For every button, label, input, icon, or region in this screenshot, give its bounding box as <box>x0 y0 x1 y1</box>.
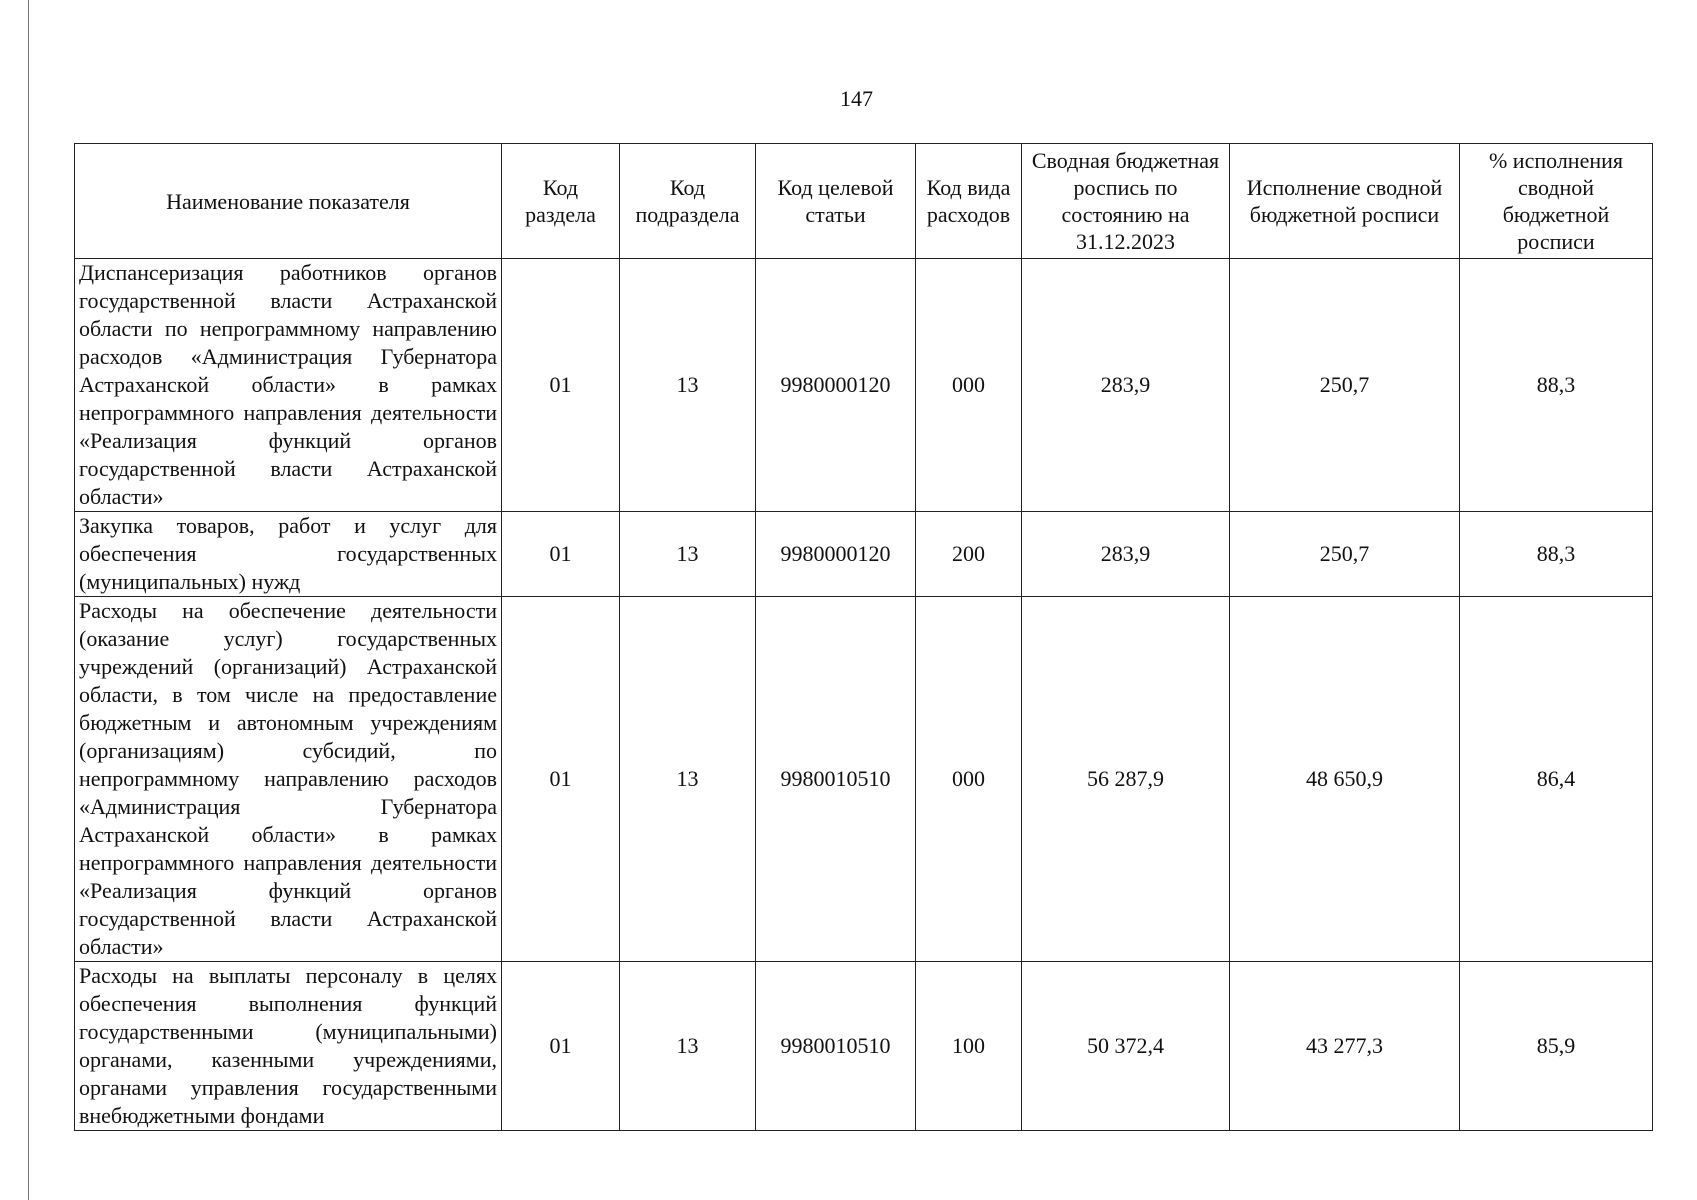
table-row <box>75 259 1653 512</box>
row-section-code: 01 <box>502 259 620 512</box>
row-name: Расходы на выплаты персоналу в целях обеспечения выполнения функций государственными (муниципальными) органами, казенными учреждениями, органами управления государственными внебюджетными фондами <box>75 962 502 1131</box>
page-number-text: 147 <box>840 86 873 111</box>
row-target-code: 9980010510 <box>756 962 916 1131</box>
row-target-code: 9980000120 <box>756 259 916 512</box>
row-subsection-code: 13 <box>620 597 756 962</box>
row-target-code: 9980010510 <box>756 597 916 962</box>
row-execution: 250,7 <box>1230 512 1460 597</box>
row-name: Закупка товаров, работ и услуг для обеспечения государственных (муниципальных) нужд <box>75 512 502 597</box>
row-execution: 250,7 <box>1230 259 1460 512</box>
row-budget: 50 372,4 <box>1022 962 1230 1131</box>
header-target-code: Код целевой статьи <box>756 144 916 259</box>
header-expense-type-code: Код вида расходов <box>916 144 1022 259</box>
row-subsection-code: 13 <box>620 512 756 597</box>
row-execution: 48 650,9 <box>1230 597 1460 962</box>
row-expense-type-code: 200 <box>916 512 1022 597</box>
header-percent-execution: % исполнения сводной бюджетной росписи <box>1460 144 1653 259</box>
row-subsection-code: 13 <box>620 259 756 512</box>
row-expense-type-code: 000 <box>916 259 1022 512</box>
row-percent: 88,3 <box>1460 512 1653 597</box>
row-section-code: 01 <box>502 962 620 1131</box>
table-header-row <box>75 144 1653 259</box>
row-name: Расходы на обеспечение деятельности (оказание услуг) государственных учреждений (организаций) Астраханской области, в том числе на предоставление бюджетным и автономным учреждениям (организациям) субсидий, по непрограммному направлению расходов «Администрация Губернатора Астраханской области» в рамках непрограммного направления деятельности «Реализация функций органов государственной власти Астраханской области» <box>75 597 502 962</box>
row-percent: 85,9 <box>1460 962 1653 1131</box>
header-execution: Исполнение сводной бюджетной росписи <box>1230 144 1460 259</box>
binding-margin-line <box>28 0 29 1200</box>
header-subsection-code: Код подраздела <box>620 144 756 259</box>
header-name: Наименование показателя <box>75 144 502 259</box>
row-execution: 43 277,3 <box>1230 962 1460 1131</box>
header-section-code: Код раздела <box>502 144 620 259</box>
budget-table <box>74 143 1653 1131</box>
row-budget: 283,9 <box>1022 512 1230 597</box>
row-name: Диспансеризация работников органов государственной власти Астраханской области по непрограммному направлению расходов «Администрация Губернатора Астраханской области» в рамках непрограммного направления деятельности «Реализация функций органов государственной власти Астраханской области» <box>75 259 502 512</box>
row-expense-type-code: 000 <box>916 597 1022 962</box>
row-subsection-code: 13 <box>620 962 756 1131</box>
header-budget-schedule: Сводная бюджетная роспись по состоянию на 31.12.2023 <box>1022 144 1230 259</box>
row-percent: 88,3 <box>1460 259 1653 512</box>
table-row <box>75 597 1653 962</box>
row-expense-type-code: 100 <box>916 962 1022 1131</box>
row-target-code: 9980000120 <box>756 512 916 597</box>
row-budget: 56 287,9 <box>1022 597 1230 962</box>
row-budget: 283,9 <box>1022 259 1230 512</box>
table-row <box>75 512 1653 597</box>
row-section-code: 01 <box>502 512 620 597</box>
row-section-code: 01 <box>502 597 620 962</box>
table-row <box>75 962 1653 1131</box>
row-percent: 86,4 <box>1460 597 1653 962</box>
page-number <box>0 86 1697 112</box>
